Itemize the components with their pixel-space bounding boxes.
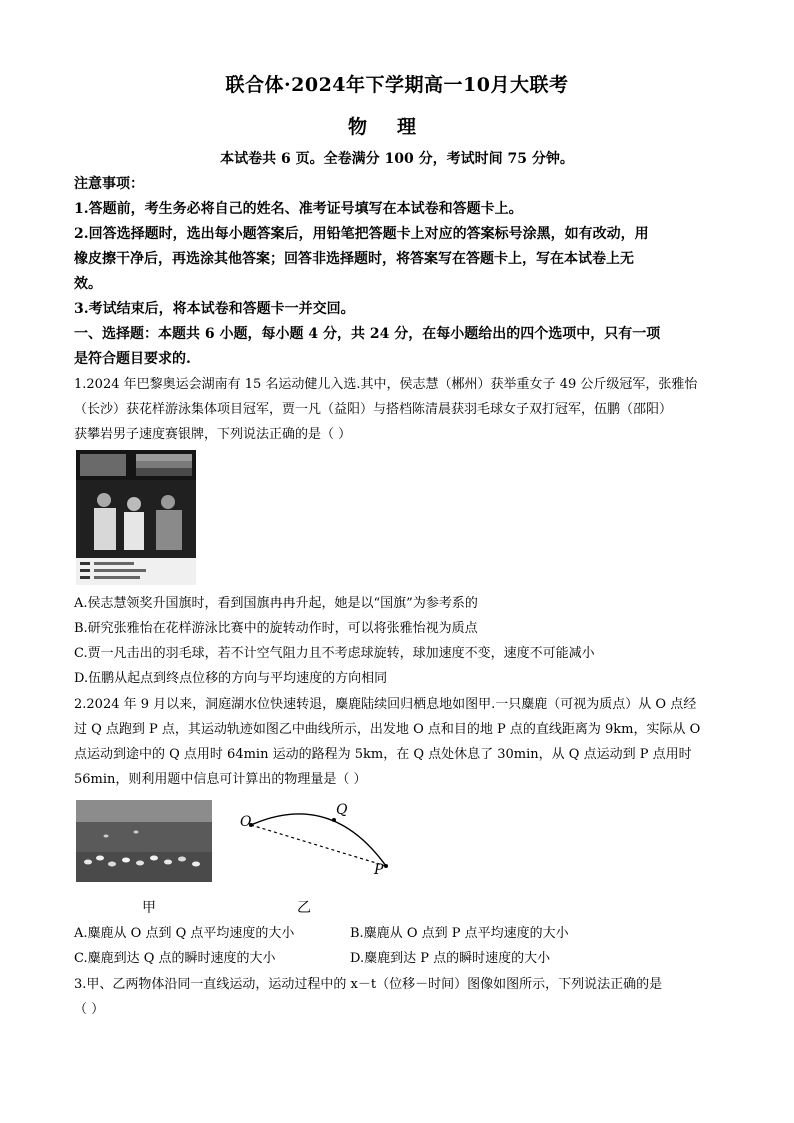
notice-item-2-line-1: 2.回答选择题时，选出每小题答案后，用铅笔把答题卡上对应的答案标号涂黑，如有改动，用 bbox=[74, 226, 649, 242]
q2-option-a: A.麋鹿从 O 点到 Q 点平均速度的大小 bbox=[74, 926, 295, 941]
section-1-heading-line-1: 一、选择题：本题共 6 小题，每小题 4 分，共 24 分，在每小题给出的四个选项中，只有一项 bbox=[74, 326, 661, 342]
notice-item-2-line-3: 效。 bbox=[74, 276, 102, 292]
award-ceremony-photo bbox=[76, 450, 196, 585]
subject-title: 物理 bbox=[347, 116, 446, 138]
point-p-label: P bbox=[374, 862, 384, 878]
q1-stem-line-2: （长沙）获花样游泳集体项目冠军，贾一凡（益阳）与搭档陈清晨获羽毛球女子双打冠军，伍鹏（邵阳） bbox=[74, 402, 673, 417]
q3-stem-line-2: （ ） bbox=[74, 1002, 105, 1017]
point-o-label: O bbox=[240, 814, 252, 830]
notice-item-3: 3.考试结束后，将本试卷和答题卡一并交回。 bbox=[74, 301, 355, 317]
q2-stem-line-3: 点运动到途中的 Q 点用时 64min 运动的路程为 5km，在 Q 点处休息了 30min，从 Q 点运动到 P 点用时 bbox=[74, 747, 692, 762]
q1-option-d: D.伍鹏从起点到终点位移的方向与平均速度的方向相同 bbox=[74, 671, 388, 686]
point-q-label: Q bbox=[336, 802, 348, 818]
notice-item-1: 1.答题前，考生务必将自己的姓名、准考证号填写在本试卷和答题卡上。 bbox=[74, 201, 523, 217]
q2-option-c: C.麋鹿到达 Q 点的瞬时速度的大小 bbox=[74, 951, 276, 966]
q1-option-b: B.研究张雅怡在花样游泳比赛中的旋转动作时，可以将张雅怡视为质点 bbox=[74, 621, 478, 636]
exam-title: 联合体·2024年下学期高一10月大联考 bbox=[225, 74, 569, 96]
figure-yi-label: 乙 bbox=[297, 900, 311, 916]
q3-stem-line-1: 3.甲、乙两物体沿同一直线运动，运动过程中的 x－t（位移－时间）图像如图所示，下列说法正确的是 bbox=[74, 977, 663, 992]
q1-stem-line-3: 获攀岩男子速度赛银牌，下列说法正确的是（ ） bbox=[74, 427, 352, 442]
q1-stem-line-1: 1.2024 年巴黎奥运会湖南有 15 名运动健儿入选.其中，侯志慧（郴州）获举重女子 49 公斤级冠军，张雅怡 bbox=[74, 377, 698, 392]
figure-jia-label: 甲 bbox=[142, 900, 156, 916]
q1-option-a: A.侯志慧领奖升国旗时，看到国旗冉冉升起，她是以“国旗”为参考系的 bbox=[74, 596, 478, 611]
q2-option-d: D.麋鹿到达 P 点的瞬时速度的大小 bbox=[350, 951, 551, 966]
q1-option-c: C.贾一凡击出的羽毛球，若不计空气阻力且不考虑球旋转，球加速度不变，速度不可能减小 bbox=[74, 646, 595, 661]
exam-info: 本试卷共 6 页。全卷满分 100 分，考试时间 75 分钟。 bbox=[220, 151, 574, 167]
q2-stem-line-1: 2.2024 年 9 月以来，洞庭湖水位快速转退，麋鹿陆续回归栖息地如图甲.一只麋鹿（可视为质点）从 O 点经 bbox=[74, 697, 697, 712]
elk-herd-photo bbox=[76, 800, 212, 882]
notice-heading: 注意事项： bbox=[74, 176, 144, 192]
trajectory-diagram bbox=[236, 800, 396, 882]
notice-item-2-line-2: 橡皮擦干净后，再选涂其他答案；回答非选择题时，将答案写在答题卡上，写在本试卷上无 bbox=[74, 251, 634, 267]
section-1-heading-line-2: 是符合题目要求的. bbox=[74, 351, 191, 367]
q2-stem-line-2: 过 Q 点跑到 P 点，其运动轨迹如图乙中曲线所示，出发地 O 点和目的地 P 点的直线距离为 9km，实际从 O bbox=[74, 722, 701, 737]
q2-option-b: B.麋鹿从 O 点到 P 点平均速度的大小 bbox=[350, 926, 569, 941]
q2-stem-line-4: 56min，则利用题中信息可计算出的物理量是（ ） bbox=[74, 772, 367, 787]
